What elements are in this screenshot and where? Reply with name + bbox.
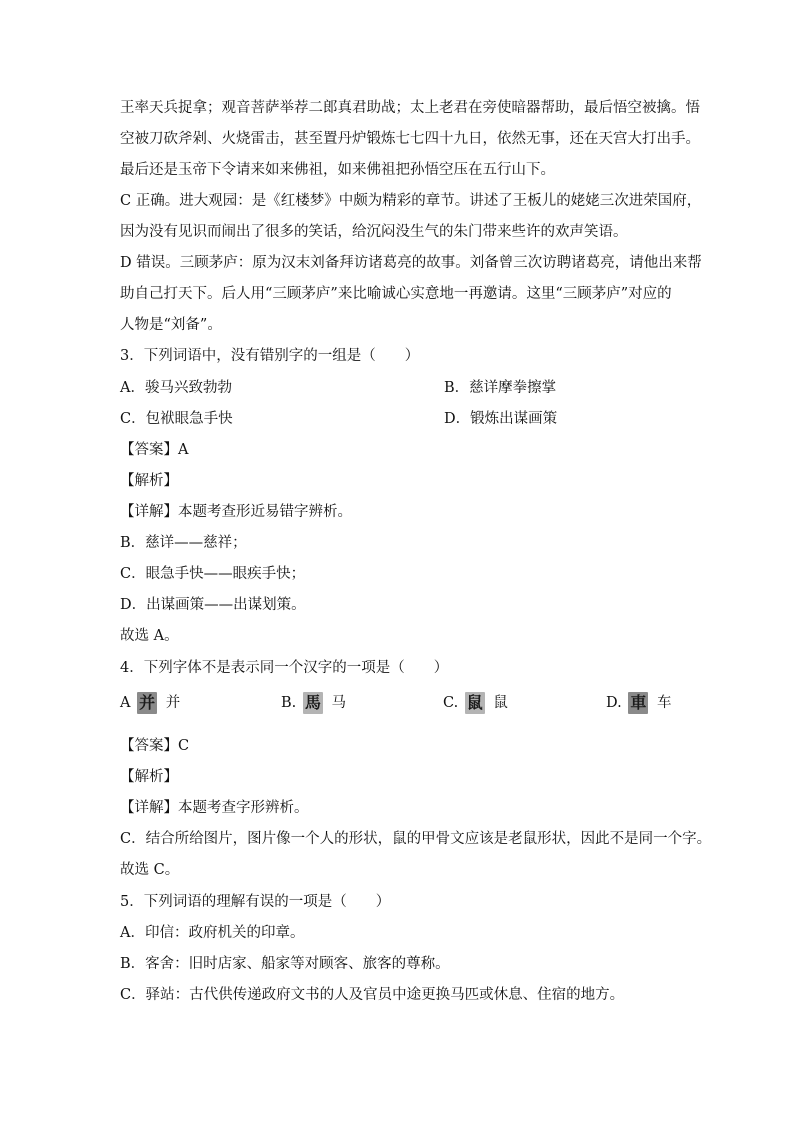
paragraph-line: C 正确。进大观园：是《红楼梦》中颇为精彩的章节。讲述了王板儿的姥姥三次进荣国府， bbox=[120, 193, 702, 209]
option-char: 车 bbox=[656, 695, 672, 711]
q3-note: C．眼急手快——眼疾手快； bbox=[120, 566, 306, 582]
option-label: B. bbox=[281, 695, 297, 711]
q4-analysis: 【解析】 bbox=[120, 769, 178, 785]
q3-option-c: C．包袱眼急手快 bbox=[120, 411, 233, 427]
q3-detail: 【详解】本题考查形近易错字辨析。 bbox=[120, 504, 352, 520]
option-char: 并 bbox=[165, 695, 181, 711]
q4-conclusion: 故选 C。 bbox=[120, 862, 180, 878]
ancient-glyph-image: 鼠 bbox=[466, 693, 483, 712]
q4-explanation: C．结合所给图片，图片像一个人的形状，鼠的甲骨文应该是老鼠形状，因此不是同一个字。 bbox=[120, 831, 712, 847]
option-label: C. bbox=[443, 695, 459, 711]
question-5-stem: 5．下列词语的理解有误的一项是（ ） bbox=[120, 894, 391, 910]
paragraph-line: 助自己打天下。后人用“三顾茅庐”来比喻诚心实意地一再邀请。这里“三顾茅庐”对应的 bbox=[120, 286, 672, 302]
question-4-stem: 4．下列字体不是表示同一个汉字的一项是（ ） bbox=[120, 660, 449, 676]
q4-option-a bbox=[120, 692, 180, 714]
q4-detail: 【详解】本题考查字形辨析。 bbox=[120, 800, 309, 816]
ancient-glyph-image: 并 bbox=[139, 693, 156, 712]
paragraph-line: 因为没有见识而闹出了很多的笑话，给沉闷没生气的朱门带来些许的欢声笑语。 bbox=[120, 224, 628, 240]
q3-option-d: D．锻炼出谋画策 bbox=[444, 411, 558, 427]
q4-answer: 【答案】C bbox=[120, 738, 190, 754]
paragraph-line: 人物是“刘备”。 bbox=[120, 317, 222, 333]
q3-option-a: A．骏马兴致勃勃 bbox=[120, 380, 232, 396]
paragraph-line: 最后还是玉帝下令请来如来佛祖，如来佛祖把孙悟空压在五行山下。 bbox=[120, 162, 555, 178]
q3-conclusion: 故选 A。 bbox=[120, 628, 179, 644]
q3-analysis: 【解析】 bbox=[120, 473, 178, 489]
q5-option-b: B．客舍：旧时店家、船家等对顾客、旅客的尊称。 bbox=[120, 956, 450, 972]
option-char: 马 bbox=[331, 695, 346, 711]
ancient-glyph-image: 馬 bbox=[304, 693, 321, 712]
q3-answer: 【答案】A bbox=[120, 442, 189, 458]
q3-note: D．出谋画策——出谋划策。 bbox=[120, 597, 306, 613]
q5-option-c: C．驿站：古代供传递政府文书的人及官员中途更换马匹或休息、住宿的地方。 bbox=[120, 987, 625, 1003]
question-3-stem: 3．下列词语中，没有错别字的一组是（ ） bbox=[120, 348, 420, 364]
q4-option-b bbox=[281, 692, 346, 714]
q3-option-b: B．慈详摩拳擦掌 bbox=[444, 380, 557, 396]
paragraph-line: 王率天兵捉拿；观音菩萨举荐二郎真君助战；太上老君在旁使暗器帮助，最后悟空被擒。悟 bbox=[120, 100, 700, 116]
paragraph-line: 空被刀砍斧剁、火烧雷击，甚至置丹炉锻炼七七四十九日，依然无事，还在天宫大打出手。 bbox=[120, 131, 700, 147]
q4-option-d bbox=[606, 692, 671, 714]
option-label: D. bbox=[606, 695, 622, 711]
option-char: 鼠 bbox=[493, 695, 508, 711]
option-label: A bbox=[120, 695, 131, 711]
paragraph-line: D 错误。三顾茅庐：原为汉末刘备拜访诸葛亮的故事。刘备曾三次访聘诸葛亮，请他出来帮 bbox=[120, 255, 702, 271]
q5-option-a: A．印信：政府机关的印章。 bbox=[120, 925, 305, 941]
q3-note: B．慈详——慈祥； bbox=[120, 535, 247, 551]
ancient-glyph-image: 車 bbox=[630, 693, 647, 712]
q4-option-c bbox=[443, 692, 508, 714]
